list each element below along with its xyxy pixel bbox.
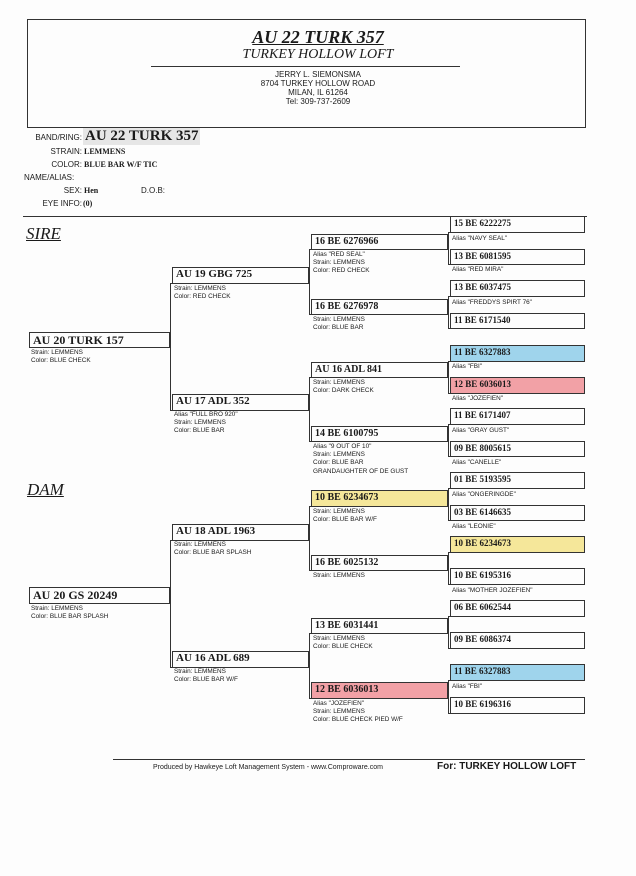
band-number: 11 BE 6171407 — [454, 410, 511, 420]
band-number: AU 16 ADL 689 — [176, 652, 250, 664]
band-number: 12 BE 6036013 — [315, 684, 379, 695]
bird-info — [452, 363, 482, 371]
connector-line — [448, 553, 449, 585]
connector-line — [170, 410, 172, 411]
bird-info-line: Strain: LEMMENS — [174, 285, 226, 292]
bird-info-line: Strain: LEMMENS — [174, 541, 226, 548]
connector-line — [309, 698, 311, 699]
connector-line — [448, 488, 450, 489]
bird-info — [452, 235, 507, 243]
bird-info-line: Strain: LEMMENS — [31, 605, 83, 612]
band-number: AU 19 GBG 725 — [176, 268, 253, 280]
connector-line — [309, 441, 311, 442]
connector-line — [309, 250, 310, 315]
band-number: 10 BE 6195316 — [454, 570, 512, 580]
bird-info-line: Strain: LEMMENS — [313, 316, 365, 323]
band-number: 11 BE 6327883 — [454, 347, 511, 357]
pedigree-box-g4-6 — [450, 377, 585, 394]
bird-info-line: Color: BLUE CHECK PIED W/F — [313, 716, 403, 724]
dob-label: D.O.B: — [141, 186, 166, 195]
bird-info-line: Alias "NAVY SEAL" — [452, 235, 508, 242]
page-title: AU 22 TURK 357 — [252, 27, 384, 47]
pedigree-box-g4-3 — [450, 280, 585, 297]
pedigree-box-g1-dam — [29, 587, 170, 604]
band-number: 12 BE 6036013 — [454, 379, 512, 389]
sire-heading: SIRE — [26, 224, 61, 243]
connector-line — [309, 506, 311, 507]
pedigree-box-g2-ss — [172, 267, 309, 284]
bird-info-line: Alias "JOZEFIEN" — [313, 700, 365, 707]
connector-line — [448, 520, 450, 521]
owner-street: 8704 TURKEY HOLLOW ROAD — [260, 79, 376, 88]
connector-line — [448, 296, 450, 297]
band-number: 13 BE 6031441 — [315, 620, 379, 631]
bird-info — [452, 459, 501, 467]
bird-info — [174, 285, 230, 301]
bird-info-line: Alias "FBI" — [452, 683, 483, 690]
connector-line — [170, 667, 172, 668]
pedigree-box-g4-15 — [450, 664, 585, 681]
pedigree-box-g4-13 — [450, 600, 585, 617]
connector-line — [448, 393, 450, 394]
loft-name: TURKEY HOLLOW LOFT — [242, 47, 394, 62]
band-number: 01 BE 5193595 — [454, 474, 512, 484]
bird-info-line: Color: BLUE BAR — [313, 324, 364, 332]
owner-city: MILAN, IL 61264 — [288, 88, 348, 97]
pedigree-box-g4-7 — [450, 408, 585, 425]
bird-info — [452, 683, 482, 691]
bird-info — [174, 541, 251, 557]
bird-info — [31, 605, 108, 621]
band-number: 11 BE 6171540 — [454, 315, 511, 325]
connector-line — [309, 570, 311, 571]
band-number: 10 BE 6196316 — [454, 699, 512, 709]
pedigree-box-g3-8 — [311, 682, 448, 699]
bird-info — [452, 266, 503, 274]
connector-line — [448, 552, 450, 553]
bird-info-line: Strain: LEMMENS — [313, 451, 365, 459]
bird-info-line: Color: BLUE BAR SPLASH — [31, 613, 109, 621]
connector-line — [448, 362, 449, 394]
connector-line — [448, 584, 450, 585]
connector-line — [309, 314, 311, 315]
band-number: 13 BE 6037475 — [454, 282, 512, 292]
eye-label: EYE INFO: — [42, 199, 82, 208]
connector-line — [309, 634, 310, 699]
eye-value: (0) — [83, 199, 93, 208]
pedigree-box-g1-sire — [29, 332, 170, 348]
bird-info — [452, 427, 509, 435]
connector-line — [170, 541, 171, 668]
connector-line — [448, 616, 450, 617]
sex-value: Hen — [84, 186, 99, 195]
bird-info-line: Alias "RED SEAL" — [313, 251, 365, 258]
pedigree-box-g4-1 — [450, 216, 585, 233]
color-label: COLOR: — [51, 160, 82, 169]
bird-info-line: Strain: LEMMENS — [313, 708, 365, 716]
pedigree-box-g4-14 — [450, 632, 585, 649]
bird-info-line: Color: RED CHECK — [313, 267, 370, 275]
connector-line — [448, 617, 449, 649]
bird-info — [452, 587, 533, 595]
bird-info-line: Alias "9 OUT OF 10" — [313, 443, 372, 450]
band-number: 13 BE 6081595 — [454, 251, 512, 261]
band-number: 09 BE 8005615 — [454, 443, 512, 453]
bird-info — [452, 523, 496, 531]
produced-by: Produced by Hawkeye Loft Management System - www.Comproware.com — [153, 764, 383, 771]
name-label: NAME/ALIAS: — [24, 173, 75, 182]
bird-info-line: Alias "GRAY GUST" — [452, 427, 510, 434]
band-number: 16 BE 6025132 — [315, 557, 379, 568]
pedigree-box-g4-4 — [450, 313, 585, 329]
connector-line — [448, 648, 450, 649]
bird-info-line: Strain: LEMMENS — [174, 419, 226, 427]
connector-line — [448, 425, 449, 457]
bird-info — [31, 349, 91, 365]
pedigree-box-g4-5 — [450, 345, 585, 362]
pedigree-box-g3-2 — [311, 299, 448, 315]
bird-info-line: Strain: LEMMENS — [313, 379, 365, 386]
bird-info-line: Alias "JOZEFIEN" — [452, 395, 504, 402]
bird-info-line: Strain: LEMMENS — [313, 635, 365, 642]
bird-info-line: GRANDAUGHTER OF DE GUST — [313, 467, 409, 475]
bird-info-line: Color: BLUE BAR W/F — [313, 516, 377, 524]
connector-line — [448, 713, 450, 714]
band-label: BAND/RING: — [35, 133, 82, 142]
bird-info-line: Alias "RED MIRA" — [452, 266, 504, 273]
pedigree-box-g3-4 — [311, 426, 448, 442]
band-number: 06 BE 6062544 — [454, 602, 512, 612]
connector-line — [309, 507, 310, 571]
connector-line — [448, 456, 450, 457]
pedigree-box-g3-6 — [311, 555, 448, 571]
bird-info-line: Color: RED CHECK — [174, 293, 231, 301]
pedigree-box-g3-5 — [311, 490, 448, 507]
band-number: 10 BE 6234673 — [454, 538, 512, 548]
bird-info-line: Strain: LEMMENS — [31, 349, 83, 356]
bird-info-line: Alias "FULL BRO 920" — [174, 411, 238, 418]
connector-line — [448, 233, 449, 265]
for-loft: For: TURKEY HOLLOW LOFT — [437, 761, 577, 772]
header-divider — [151, 66, 460, 67]
bird-info-line: Strain: LEMMENS — [313, 508, 365, 515]
pedigree-box-g4-8 — [450, 441, 585, 457]
bird-info — [313, 572, 365, 580]
band-number: AU 17 ADL 352 — [176, 395, 250, 407]
band-number: 16 BE 6276966 — [315, 236, 379, 247]
bird-info — [452, 491, 516, 499]
band-number: 16 BE 6276978 — [315, 301, 379, 312]
footer-divider — [113, 759, 585, 760]
pedigree-box-g2-dd — [172, 651, 309, 668]
connector-line — [448, 361, 450, 362]
bird-info-line: Color: BLUE CHECK — [31, 357, 91, 365]
connector-line — [170, 540, 172, 541]
pedigree-box-g4-11 — [450, 536, 585, 553]
connector-line — [448, 264, 450, 265]
connector-line — [448, 680, 450, 681]
bird-info — [174, 411, 238, 436]
bird-info-line: Alias "FBI" — [452, 363, 483, 370]
bird-info-line: Alias "LEONIE" — [452, 523, 496, 530]
owner-name: JERRY L. SIEMONSMA — [275, 70, 361, 79]
band-value: AU 22 TURK 357 — [85, 128, 199, 144]
bird-info — [452, 299, 532, 307]
color-value: BLUE BAR W/F TIC — [84, 160, 158, 169]
pedigree-box-g3-3 — [311, 362, 448, 378]
bird-info — [174, 668, 238, 684]
bird-info-line: Color: BLUE BAR W/F — [174, 676, 238, 684]
bird-info — [313, 251, 369, 276]
bird-info-line: Color: BLUE CHECK — [313, 643, 373, 651]
bird-info — [313, 379, 374, 395]
bird-info — [313, 443, 408, 476]
strain-value: LEMMENS — [84, 147, 126, 156]
connector-line — [448, 297, 449, 329]
band-number: 09 BE 6086374 — [454, 634, 512, 644]
connector-line — [448, 232, 450, 233]
connector-line — [309, 249, 311, 250]
sex-label: SEX: — [63, 186, 82, 195]
connector-line — [448, 681, 449, 714]
pedigree-box-g4-16 — [450, 697, 585, 714]
connector-line — [309, 377, 311, 378]
connector-line — [309, 378, 310, 442]
connector-line — [448, 328, 450, 329]
bird-info-line: Alias "ONGERINGDE" — [452, 491, 516, 498]
pedigree-box-g3-7 — [311, 618, 448, 634]
band-number: 15 BE 6222275 — [454, 218, 512, 228]
bird-info-line: Strain: LEMMENS — [313, 259, 365, 267]
connector-line — [170, 284, 171, 411]
band-number: AU 16 ADL 841 — [315, 364, 382, 375]
bird-info — [313, 316, 365, 332]
band-number: 11 BE 6327883 — [454, 666, 511, 676]
bird-info-line: Color: BLUE BAR — [174, 427, 225, 435]
connector-line — [448, 424, 450, 425]
bird-info — [313, 635, 373, 651]
connector-line — [448, 489, 449, 521]
bird-info-line: Alias "FREDDYS SPIRT 76" — [452, 299, 532, 306]
bird-info-line: Color: BLUE BAR SPLASH — [174, 549, 252, 557]
owner-tel: Tel: 309-737-2609 — [285, 97, 351, 106]
connector-line — [170, 283, 172, 284]
pedigree-box-g4-10 — [450, 505, 585, 521]
bird-info — [452, 395, 503, 403]
bird-info-line: Strain: LEMMENS — [313, 572, 365, 579]
bird-info-line: Alias "MOTHER JOZEFIEN" — [452, 587, 533, 594]
bird-info-line: Alias "CANELLE" — [452, 459, 502, 466]
pedigree-box-g4-12 — [450, 568, 585, 585]
pedigree-box-g2-ds — [172, 524, 309, 541]
pedigree-box-g3-1 — [311, 234, 448, 250]
pedigree-box-g4-9 — [450, 472, 585, 489]
bird-info — [313, 700, 403, 725]
band-number: AU 18 ADL 1963 — [176, 525, 256, 537]
bird-info-line: Strain: LEMMENS — [174, 668, 226, 675]
bird-info-line: Color: DARK CHECK — [313, 387, 374, 395]
pedigree-box-g4-2 — [450, 249, 585, 265]
band-number: 10 BE 6234673 — [315, 492, 379, 503]
strain-label: STRAIN: — [50, 147, 82, 156]
bird-info-line: Color: BLUE BAR — [313, 459, 364, 467]
bird-info — [313, 508, 377, 524]
band-number: AU 20 GS 20249 — [33, 588, 118, 602]
band-number: 14 BE 6100795 — [315, 428, 379, 439]
pedigree-box-g2-sd — [172, 394, 309, 411]
dam-heading: DAM — [27, 480, 64, 499]
connector-line — [309, 633, 311, 634]
band-number: 03 BE 6146635 — [454, 507, 512, 517]
band-number: AU 20 TURK 157 — [33, 333, 124, 347]
